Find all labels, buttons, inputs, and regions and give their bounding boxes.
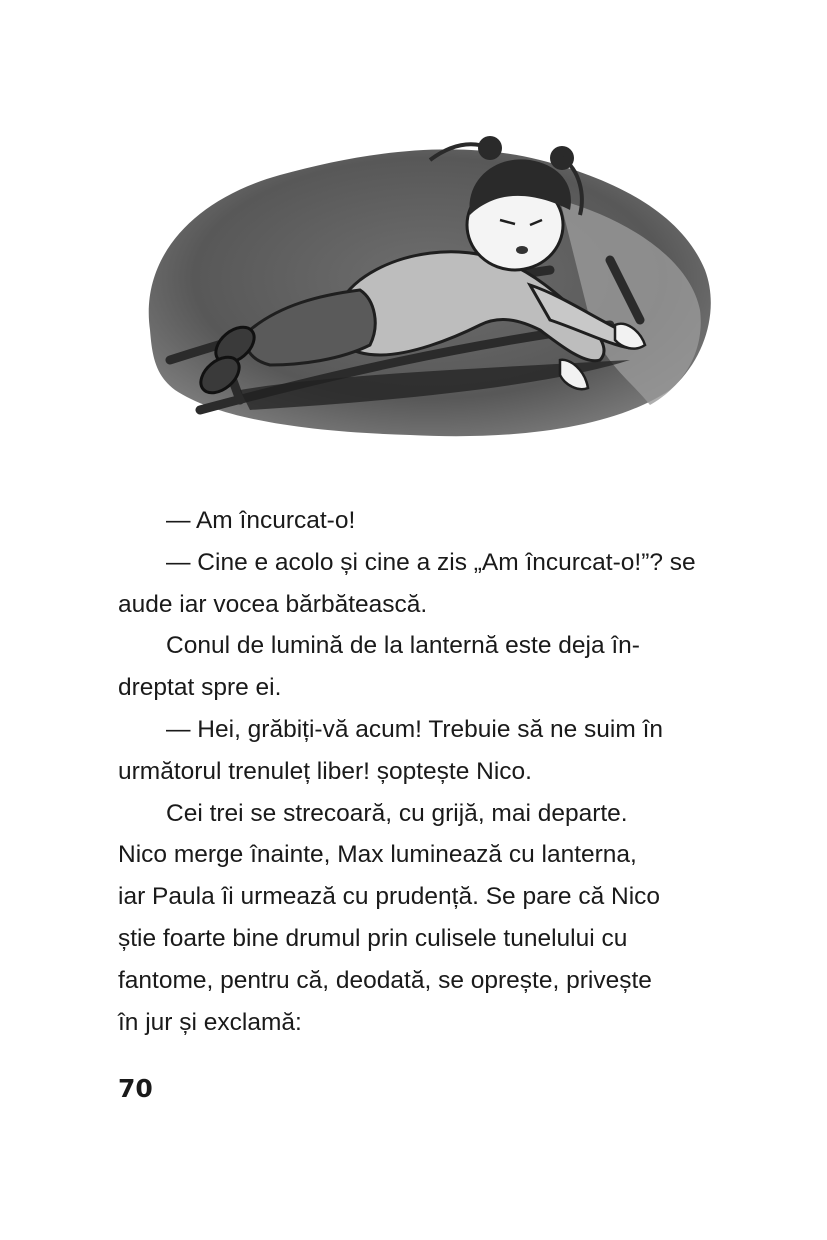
- paragraph-line: știe foarte bine drumul prin culisele tunelului cu: [118, 924, 628, 952]
- paragraph-line: Nico merge înainte, Max luminează cu lanterna,: [118, 841, 637, 869]
- paragraph-line: dreptat spre ei.: [118, 674, 282, 702]
- paragraph-line: Conul de lumină de la lanternă este deja în-: [166, 632, 640, 660]
- paragraph-line: — Cine e acolo și cine a zis „Am încurcat-o!”? se: [166, 548, 696, 576]
- paragraph-line: iar Paula îi urmează cu prudență. Se pare că Nico: [118, 883, 661, 911]
- paragraph-line: următorul trenuleț liber! șoptește Nico.: [118, 757, 532, 785]
- paragraph-line: — Hei, grăbiți-vă acum! Trebuie să ne suim în: [166, 715, 664, 743]
- page-number: 70: [118, 1074, 153, 1103]
- story-text: [118, 500, 718, 1043]
- paragraph-line: Cei trei se strecoară, cu grijă, mai departe.: [166, 799, 628, 827]
- paragraph-line: — Am încurcat-o!: [166, 507, 356, 534]
- paragraph-line: în jur și exclamă:: [118, 1008, 302, 1036]
- girl-on-track-illustration: [130, 120, 720, 450]
- paragraph-line: aude iar vocea bărbătească.: [118, 590, 428, 618]
- paragraph-line: fantome, pentru că, deodată, se oprește, privește: [118, 966, 652, 994]
